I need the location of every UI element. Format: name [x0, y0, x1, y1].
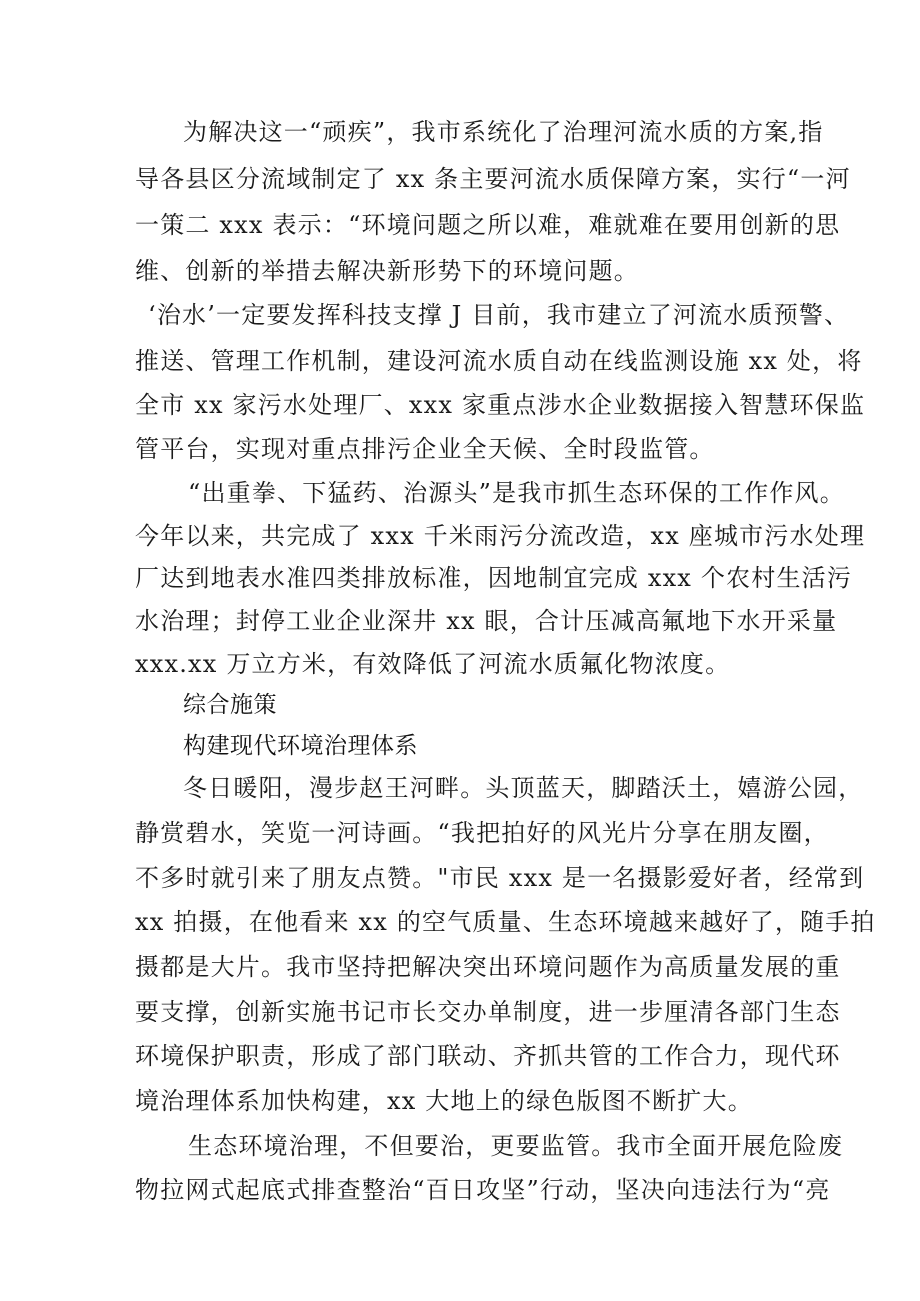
- paragraph-5-line-2: 物拉网式起底式排查整治“百日攻坚”行动，坚决向违法行为“亮: [135, 1176, 831, 1204]
- paragraph-2-line-1: ‘治水’一定要发挥科技支撑 J 目前，我市建立了河流水质预警、: [148, 301, 850, 329]
- paragraph-3-line-4: 水治理；封停工业企业深井 xx 眼，合计压减高氟地下水开采量: [135, 607, 838, 635]
- section-heading: 综合施策: [183, 692, 277, 718]
- paragraph-4-line-6: 要支撑，创新实施书记市长交办单制度，进一步厘清各部门生态: [135, 998, 841, 1026]
- paragraph-2-line-4: 管平台，实现对重点排污企业全天候、全时段监管。: [135, 435, 715, 463]
- paragraph-2-line-2: 推送、管理工作机制，建设河流水质自动在线监测设施 xx 处，将: [135, 347, 863, 375]
- paragraph-4-line-4: xx 拍摄，在他看来 xx 的空气质量、生态环境越来越好了，随手拍: [135, 908, 876, 936]
- paragraph-4-line-8: 境治理体系加快构建，xx 大地上的绿色版图不断扩大。: [135, 1087, 753, 1115]
- section-subheading: 构建现代环境治理体系: [183, 733, 418, 759]
- paragraph-3-line-5: xxx.xx 万立方米，有效降低了河流水质氟化物浓度。: [135, 650, 731, 678]
- paragraph-3-line-3: 厂达到地表水准四类排放标准，因地制宜完成 xxx 个农村生活污: [135, 564, 853, 592]
- paragraph-4-line-3: 不多时就引来了朋友点赞。"市民 xxx 是一名摄影爱好者，经常到: [135, 864, 865, 892]
- paragraph-3-line-1: “出重拳、下猛药、治源头”是我市抓生态环保的工作作风。: [188, 479, 845, 507]
- paragraph-4-line-2: 静赏碧水，笑览一河诗画。“我把拍好的风光片分享在朋友圈，: [135, 819, 829, 847]
- paragraph-1-line-3: 一策二 xxx 表示：“环境问题之所以难，难就难在要用创新的思: [135, 211, 841, 239]
- paragraph-1-line-1: 为解决这一“顽疾”，我市系统化了治理河流水质的方案,指: [183, 118, 824, 146]
- paragraph-2-line-3: 全市 xx 家污水处理厂、xxx 家重点涉水企业数据接入智慧环保监: [135, 391, 866, 419]
- paragraph-5-line-1: 生态环境治理，不但要治，更要监管。我市全面开展危险废: [188, 1132, 844, 1160]
- paragraph-4-line-5: 摄都是大片。我市坚持把解决突出环境问题作为高质量发展的重: [135, 953, 841, 981]
- paragraph-4-line-1: 冬日暖阳，漫步赵王河畔。头顶蓝天，脚踏沃土，嬉游公园，: [183, 774, 864, 802]
- paragraph-1-line-4: 维、创新的举措去解决新形势下的环境问题。: [135, 257, 639, 285]
- paragraph-1-line-2: 导各县区分流域制定了 xx 条主要河流水质保障方案，实行“一河: [135, 165, 851, 193]
- paragraph-4-line-7: 环境保护职责，形成了部门联动、齐抓共管的工作合力，现代环: [135, 1042, 841, 1070]
- paragraph-3-line-2: 今年以来，共完成了 xxx 千米雨污分流改造，xx 座城市污水处理: [135, 522, 866, 550]
